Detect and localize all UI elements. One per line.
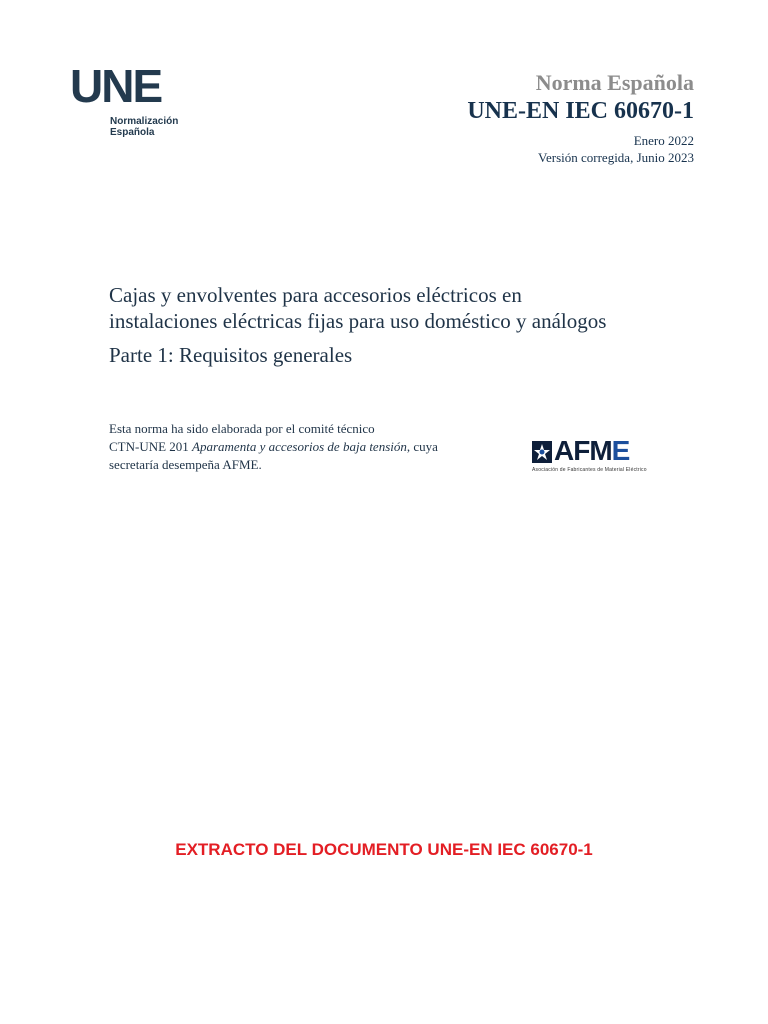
une-logo [70,60,210,144]
committee-name: Aparamenta y accesorios de baja tensión [192,439,407,454]
norma-code: UNE-EN IEC 60670-1 [467,98,694,124]
document-title [109,282,709,368]
extract-notice: EXTRACTO DEL DOCUMENTO UNE-EN IEC 60670-1 [175,840,593,859]
une-logo-text: UNE [70,60,162,112]
title-line-2: instalaciones eléctricas fijas para uso doméstico y análogos [109,309,607,333]
norma-header [467,70,694,166]
norma-label: Norma Española [535,70,694,95]
committee-line-2-suffix: , cuya [406,439,438,454]
afme-logo-text-last: E [611,435,630,466]
une-logo-sub-line1: Normalización [110,116,179,127]
afme-logo [530,435,694,474]
une-logo-sub-line2: Española [110,127,155,138]
afme-logo-text [554,436,629,466]
afme-mark-icon [532,441,552,463]
une-logo-subtitle [110,116,210,138]
committee-line-2-prefix: CTN-UNE 201 [109,439,193,454]
committee-statement [109,420,529,474]
norma-version: Versión corregida, Junio 2023 [538,150,694,165]
committee-line-3: secretaría desempeña AFME. [109,457,262,472]
title-line-1: Cajas y envolventes para accesorios eléctricos en [109,283,522,307]
afme-tagline: Asociación de Fabricantes de Material Eléctrico [532,467,647,473]
norma-date: Enero 2022 [633,133,694,148]
document-subtitle: Parte 1: Requisitos generales [109,343,353,367]
committee-line-1: Esta norma ha sido elaborada por el comité técnico [109,421,375,436]
afme-logo-text-main: AFM [554,435,612,466]
